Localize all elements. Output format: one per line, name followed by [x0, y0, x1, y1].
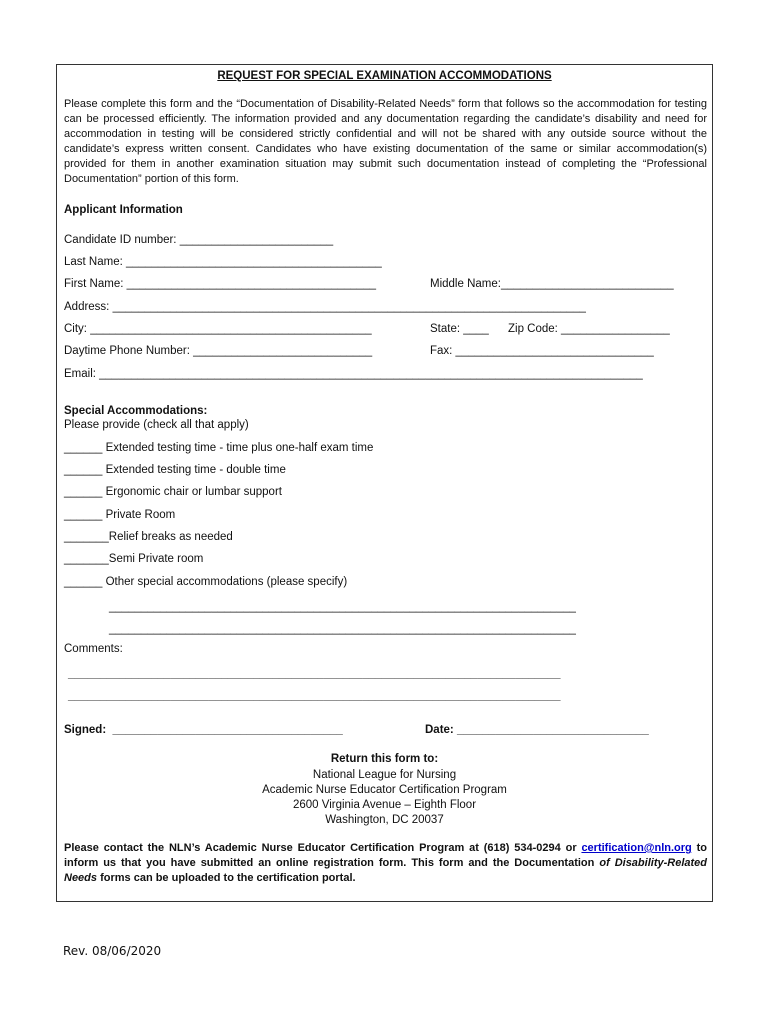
- accommodations-form: [56, 64, 713, 902]
- return-org: National League for Nursing: [312, 769, 457, 781]
- return-city: Washington, DC 20037: [325, 814, 444, 826]
- contact-text-3: forms can be uploaded to the certification portal.: [97, 872, 356, 884]
- option-relief-breaks[interactable]: _______Relief breaks as needed: [64, 531, 233, 543]
- contact-text-2: to inform us that you have submitted an online registration form. This form and the Documentation: [64, 842, 707, 869]
- comments-label: Comments:: [64, 643, 123, 655]
- state-field[interactable]: State: ____: [430, 323, 489, 335]
- intro-paragraph: Please complete this form and the “Documentation of Disability-Related Needs” form that follows so the accommodation for testing can be processed efficiently. The information provided and any documentation regarding the candidate’s disability and need for accommodation in testing will be considered strictly confidential and will not be shared with any outside source without the candidate’s express written consent. Candidates who have existing documentation of the same or similar accommodation(s) provided for them in another examination situation may submit such documentation instead of completing the “Professional Documentation” portion of this form.: [64, 98, 707, 185]
- option-private-room[interactable]: ______ Private Room: [64, 509, 176, 521]
- first-name-field[interactable]: First Name: _______________________________________: [64, 278, 377, 290]
- return-program: Academic Nurse Educator Certification Program: [262, 784, 507, 796]
- option-semi-private-room[interactable]: _______Semi Private room: [64, 553, 204, 565]
- zip-code-field[interactable]: Zip Code: _________________: [508, 323, 670, 335]
- candidate-id-field[interactable]: Candidate ID number: ________________________: [64, 234, 334, 246]
- option-extended-time-double[interactable]: ______ Extended testing time - double time: [64, 464, 286, 476]
- option-other[interactable]: ______ Other special accommodations (please specify): [64, 576, 348, 588]
- special-accommodations-heading: Special Accommodations:: [64, 405, 208, 417]
- other-specify-line-1[interactable]: _________________________________________________________________________: [109, 601, 576, 613]
- date-field[interactable]: Date: ______________________________: [425, 724, 649, 736]
- fax-field[interactable]: Fax: _______________________________: [430, 345, 654, 357]
- other-specify-line-2[interactable]: _________________________________________________________________________: [109, 623, 576, 635]
- option-ergonomic-chair[interactable]: ______ Ergonomic chair or lumbar support: [64, 486, 282, 498]
- return-street: 2600 Virginia Avenue – Eighth Floor: [292, 799, 477, 811]
- form-title: REQUEST FOR SPECIAL EXAMINATION ACCOMMODATIONS: [217, 70, 552, 82]
- contact-paragraph: [64, 841, 707, 886]
- signed-field[interactable]: Signed: ____________________________________: [64, 724, 343, 736]
- daytime-phone-field[interactable]: Daytime Phone Number: ____________________________: [64, 345, 373, 357]
- last-name-field[interactable]: Last Name: ________________________________________: [64, 256, 382, 268]
- email-field[interactable]: Email: _____________________________________________________________________________________: [64, 368, 643, 380]
- middle-name-field[interactable]: Middle Name:___________________________: [430, 278, 674, 290]
- comments-line-2[interactable]: _____________________________________________________________________________: [68, 690, 561, 702]
- certification-email-link[interactable]: certification@nln.org: [581, 842, 692, 854]
- contact-text-1: Please contact the NLN’s Academic Nurse Educator Certification Program at (618) 534-0294 or: [64, 842, 582, 854]
- applicant-heading: Applicant Information: [64, 204, 183, 216]
- comments-line-1[interactable]: _____________________________________________________________________________: [68, 668, 561, 680]
- contact-emphasis: of Disability-Related Needs: [64, 857, 707, 884]
- return-heading: Return this form to:: [330, 753, 439, 765]
- option-extended-time-half[interactable]: ______ Extended testing time - time plus one-half exam time: [64, 442, 374, 454]
- revision-date: Rev. 08/06/2020: [63, 944, 162, 958]
- special-accommodations-subheading: Please provide (check all that apply): [64, 419, 249, 431]
- address-field[interactable]: Address: __________________________________________________________________________: [64, 301, 586, 313]
- city-field[interactable]: City: ____________________________________________: [64, 323, 372, 335]
